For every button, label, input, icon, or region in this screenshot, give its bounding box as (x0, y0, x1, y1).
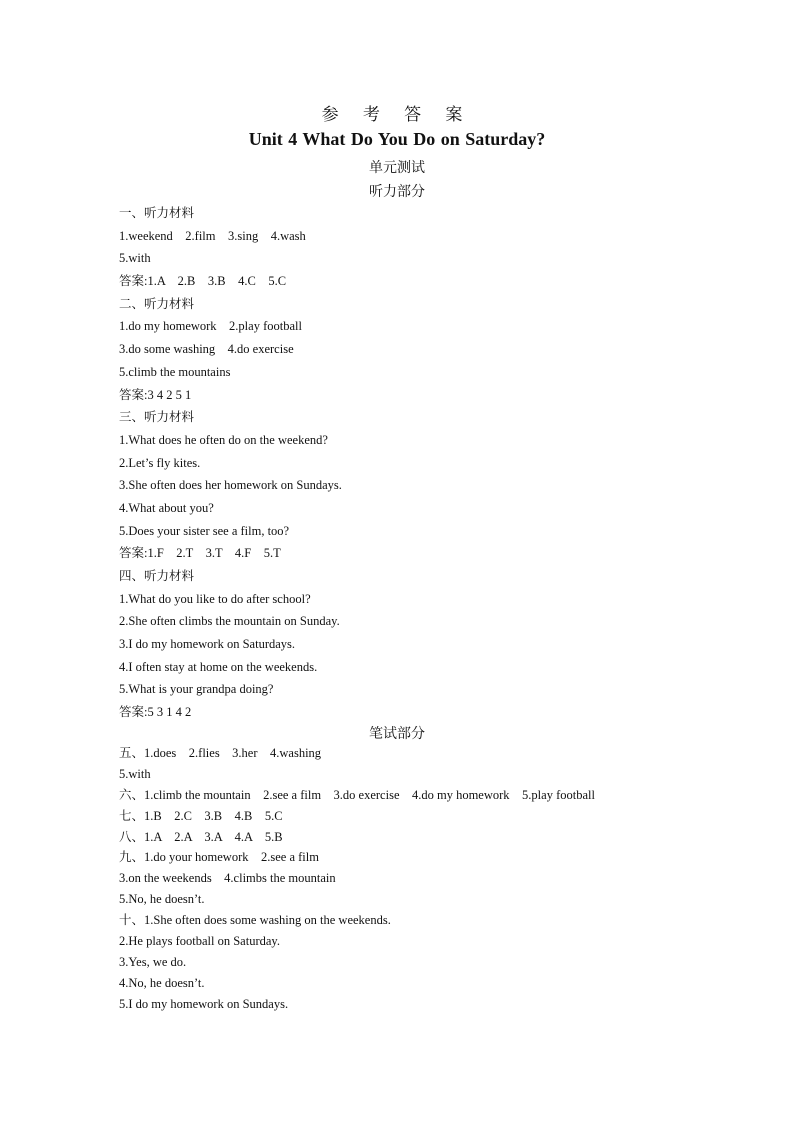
text-line: 4.What about you? (119, 500, 214, 515)
text-line: 3.Yes, we do. (119, 954, 187, 969)
text-line: 5.What is your grandpa doing? (119, 682, 274, 697)
listening-section (119, 202, 779, 724)
text-line: 3.do some washing 4.do exercise (119, 342, 294, 357)
text-line: 七、1.B 2.C 3.B 4.B 5.C (119, 808, 283, 823)
text-line: 十、1.She often does some washing on the weekends. (119, 913, 391, 928)
writing-section (119, 743, 779, 1015)
unit-title: Unit 4 What Do You Do on Saturday? (248, 129, 546, 149)
text-line: 4.No, he doesn’t. (119, 975, 205, 990)
text-line: 5.No, he doesn’t. (119, 892, 205, 907)
text-line: 2.She often climbs the mountain on Sunday. (119, 614, 340, 629)
text-line: 五、1.does 2.flies 3.her 4.washing (119, 746, 322, 760)
section-title: 单元测试 (369, 161, 425, 176)
page-title: 参 考 答 案 (321, 105, 473, 124)
text-line: 答案:1.A 2.B 3.B 4.C 5.C (119, 274, 287, 289)
text-line: 5.with (119, 766, 151, 781)
text-line: 2.Let’s fly kites. (119, 455, 201, 470)
text-line: 3.on the weekends 4.climbs the mountain (119, 871, 336, 886)
text-line: 六、1.climb the mountain 2.see a film 3.do exercise 4.do my homework 5.play football (119, 787, 595, 802)
text-line: 答案:3 4 2 5 1 (119, 387, 192, 402)
listening-part-heading: 听力部分 (369, 185, 425, 200)
writing-part-heading: 笔试部分 (369, 727, 425, 742)
text-line: 1.What does he often do on the weekend? (119, 432, 328, 447)
text-line: 2.He plays football on Saturday. (119, 934, 280, 949)
text-line: 4.I often stay at home on the weekends. (119, 659, 318, 674)
text-line: 九、1.do your homework 2.see a film (119, 850, 319, 865)
text-line: 四、听力材料 (119, 569, 195, 583)
text-line: 5.Does your sister see a film, too? (119, 523, 290, 538)
text-line: 一、听力材料 (119, 206, 195, 220)
text-line: 1.do my homework 2.play football (119, 319, 302, 334)
text-line: 3.She often does her homework on Sundays. (119, 478, 342, 493)
text-line: 1.weekend 2.film 3.sing 4.wash (119, 228, 306, 243)
text-line: 5.I do my homework on Sundays. (119, 996, 289, 1011)
text-line: 5.with (119, 251, 151, 266)
text-line: 二、听力材料 (119, 296, 195, 311)
text-line: 3.I do my homework on Saturdays. (119, 637, 296, 652)
text-line: 答案:1.F 2.T 3.T 4.F 5.T (119, 546, 281, 561)
text-line: 八、1.A 2.A 3.A 4.A 5.B (119, 829, 283, 844)
text-line: 答案:5 3 1 4 2 (119, 705, 192, 720)
text-line: 5.climb the mountains (119, 364, 231, 379)
text-line: 1.What do you like to do after school? (119, 591, 311, 606)
text-line: 三、听力材料 (119, 410, 195, 425)
